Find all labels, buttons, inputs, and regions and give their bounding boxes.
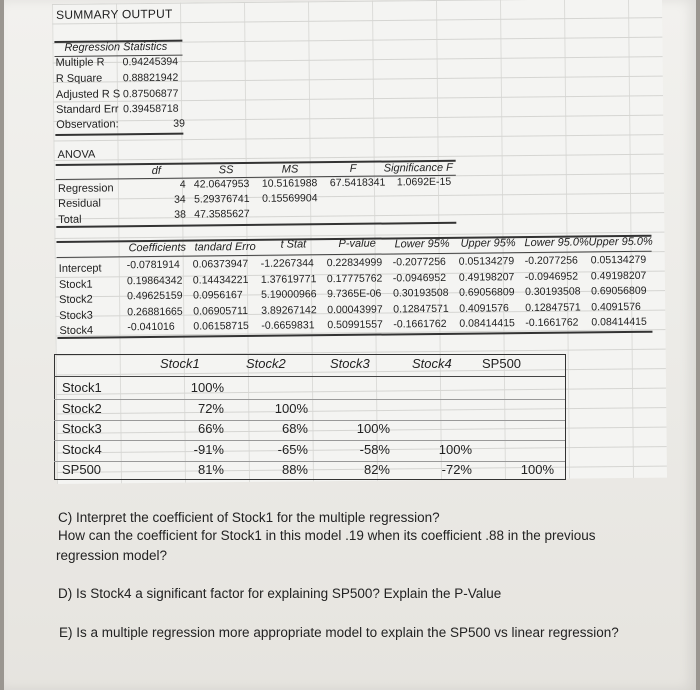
coef-cell: 0.69056809 — [590, 284, 647, 298]
paper-photo — [4, 0, 696, 690]
coef-header: Upper 95% — [460, 237, 516, 250]
corr-row-rule — [54, 461, 565, 462]
anova-header: F — [349, 162, 357, 175]
reg-stat-label: Observation: — [56, 118, 119, 131]
anova-ss: 47.3585627 — [194, 207, 250, 221]
reg-stats-bottom-rule — [55, 133, 183, 136]
anova-df: 34 — [173, 193, 186, 206]
reg-stat-value: 0.87506877 — [122, 87, 179, 101]
correlation-header-rule — [54, 376, 565, 377]
anova-df: 38 — [174, 208, 186, 221]
coef-cell: 0.19864342 — [126, 274, 183, 287]
corr-cell: 100% — [520, 462, 554, 477]
coef-header: P-value — [338, 237, 376, 251]
anova-bottom-rule — [56, 222, 456, 228]
question-c-line2: How can the coefficient for Stock1 in this model .19 when its coefficient .88 in the previous — [58, 528, 596, 543]
corr-cell: 100% — [356, 421, 390, 436]
coef-cell: -0.6659831 — [261, 319, 315, 332]
coef-cell: -0.1661762 — [393, 317, 447, 331]
question-e: E) Is a multiple regression more appropriate model to explain the SP500 vs linear regression? — [59, 625, 619, 640]
anova-header: df — [151, 164, 162, 177]
coef-cell: 0.08414415 — [591, 315, 647, 329]
coef-row-label: Stock1 — [58, 278, 93, 291]
coef-cell: 0.06373947 — [192, 257, 249, 271]
anova-ms: 10.5161988 — [261, 177, 318, 190]
corr-row-rule — [54, 399, 565, 400]
coef-cell: 0.22834999 — [326, 256, 383, 270]
corr-cell: -65% — [277, 441, 308, 457]
coef-header: Lower 95% — [394, 237, 450, 251]
reg-stat-value: 39 — [173, 117, 186, 130]
coef-cell: -0.0946952 — [392, 271, 447, 284]
coef-cell: -1.2267344 — [260, 257, 314, 270]
coef-cell: 0.05134279 — [458, 255, 515, 268]
coef-cell: 0.4091576 — [459, 301, 509, 315]
corr-header: Stock3 — [330, 356, 370, 371]
anova-row-label: Residual — [58, 197, 101, 210]
coef-cell: 5.19000966 — [260, 288, 317, 301]
coef-cell: 0.69056809 — [458, 286, 515, 299]
coef-cell: 0.30193508 — [524, 285, 581, 299]
corr-cell: 100% — [190, 380, 224, 395]
question-c-line3: regression model? — [56, 548, 168, 563]
coef-row-label: Stock4 — [59, 324, 94, 337]
coef-cell: 0.26881665 — [127, 305, 183, 318]
coef-cell: 0.30193508 — [392, 286, 449, 300]
reg-stat-label: R Square — [55, 72, 103, 85]
coef-cell: -0.2077256 — [392, 255, 446, 269]
corr-cell: 81% — [197, 462, 224, 477]
coef-cell: 0.49198207 — [590, 269, 647, 282]
coef-cell: 0.4091576 — [591, 300, 641, 313]
anova-df: 4 — [179, 178, 186, 191]
corr-row-rule — [54, 420, 565, 421]
question-d: D) Is Stock4 a significant factor for explaining SP500? Explain the P-Value — [58, 586, 502, 601]
coef-cell: -0.0781914 — [126, 258, 180, 272]
reg-stat-value: 0.88821942 — [122, 71, 179, 85]
corr-cell: 82% — [363, 462, 390, 477]
coef-cell: 0.49625159 — [127, 289, 183, 303]
coef-cell: 0.06905711 — [193, 304, 248, 318]
corr-cell: 100% — [274, 400, 308, 416]
coef-row-label: Stock3 — [59, 309, 93, 322]
corr-header: Stock1 — [160, 356, 200, 371]
coef-cell: 0.00043997 — [327, 303, 383, 316]
reg-stat-label: Standard Err — [56, 103, 119, 116]
anova-header: Significance F — [383, 161, 453, 175]
coef-cell: 0.12847571 — [525, 300, 581, 314]
coef-cell: 0.17775762 — [326, 272, 383, 285]
corr-cell: -72% — [441, 462, 472, 477]
corr-cell: 88% — [281, 462, 308, 477]
coef-cell: 0.0956167 — [192, 289, 243, 302]
corr-row-label: Stock3 — [62, 421, 102, 436]
coef-header: Upper 95.0% — [588, 235, 653, 249]
coef-row-label: Stock2 — [59, 293, 93, 306]
anova-ss: 42.0647953 — [193, 177, 250, 191]
corr-cell: 66% — [197, 421, 224, 436]
coef-cell: -0.041016 — [127, 320, 175, 334]
corr-header: Stock2 — [246, 356, 286, 371]
corr-cell: 100% — [438, 441, 472, 457]
corr-header: Stock4 — [412, 356, 452, 371]
reg-stat-label: Adjusted R S — [55, 88, 121, 101]
summary-title: SUMMARY OUTPUT — [56, 6, 173, 22]
anova-sig: 1.0692E-15 — [396, 175, 452, 189]
reg-stat-value: 0.94245394 — [122, 55, 179, 69]
anova-ms: 0.15569904 — [261, 192, 318, 205]
coef-cell: 0.08414415 — [459, 317, 515, 330]
reg-stat-value: 0.39458718 — [123, 102, 179, 116]
anova-header: MS — [281, 163, 299, 176]
corr-cell: -91% — [193, 441, 224, 457]
anova-header-rule — [56, 175, 456, 180]
anova-title: ANOVA — [57, 148, 96, 161]
corr-cell: 72% — [197, 400, 224, 416]
anova-header: SS — [218, 164, 234, 177]
reg-stats-header: Regression Statistics — [64, 40, 168, 54]
coef-cell: 0.12847571 — [393, 302, 449, 315]
coef-header: Coefficients — [128, 241, 187, 255]
coef-cell: -0.2077256 — [524, 254, 578, 268]
coef-cell: 3.89267142 — [261, 303, 317, 317]
corr-header: SP500 — [482, 356, 522, 371]
anova-row-label: Regression — [57, 182, 114, 195]
correlation-matrix — [54, 354, 614, 482]
coef-row-label: Intercept — [58, 262, 102, 275]
coef-cell: 0.06158715 — [193, 319, 249, 333]
corr-row-label: Stock2 — [62, 400, 102, 416]
corr-cell: -58% — [359, 441, 390, 457]
corr-row-label: Stock1 — [62, 380, 102, 395]
coef-cell: 0.50991557 — [327, 318, 383, 332]
anova-ss: 5.29376741 — [193, 192, 250, 206]
anova-row-label: Total — [58, 213, 82, 226]
coef-cell: 0.14434221 — [192, 273, 249, 287]
coef-cell: -0.1661762 — [525, 316, 579, 330]
coef-header: t Stat — [280, 238, 307, 251]
question-c-line1: C) Interpret the coefficient of Stock1 for the multiple regression? — [58, 510, 440, 525]
corr-row-rule — [54, 440, 565, 441]
coef-cell: 9.7365E-06 — [326, 287, 382, 301]
corr-row-label: Stock4 — [62, 441, 102, 457]
coef-cell: 0.05134279 — [590, 253, 647, 267]
corr-cell: 68% — [281, 421, 308, 436]
coef-header: Lower 95.0% — [524, 236, 589, 250]
coef-header: tandard Erro — [194, 240, 256, 254]
coef-cell: -0.0946952 — [524, 270, 579, 283]
anova-f: 67.5418341 — [329, 176, 386, 190]
coef-cell: 1.37619771 — [260, 272, 317, 286]
reg-stat-label: Multiple R — [55, 56, 105, 69]
corr-row-label: SP500 — [62, 462, 102, 477]
coef-cell: 0.49198207 — [458, 270, 515, 284]
